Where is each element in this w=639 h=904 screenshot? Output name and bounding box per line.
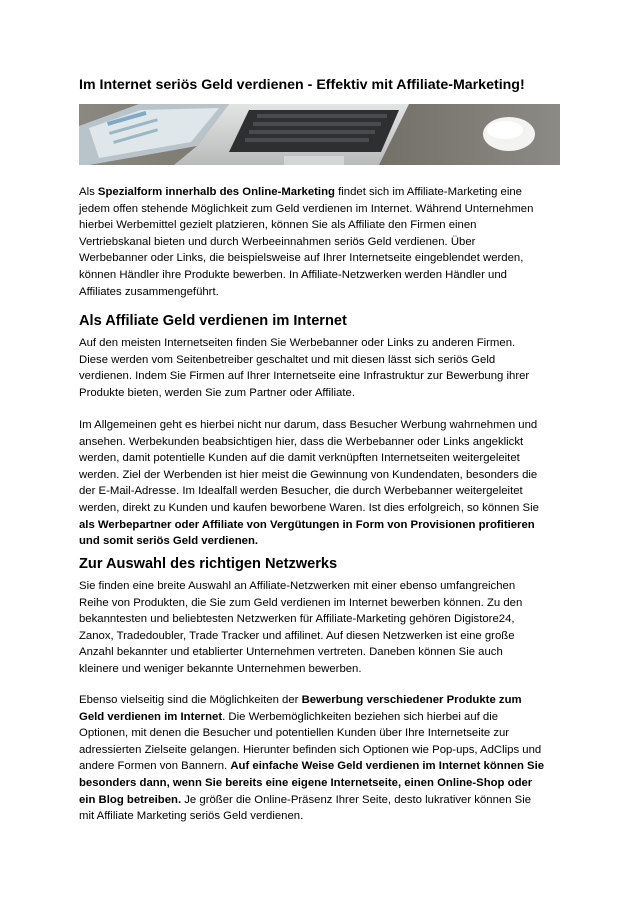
text-line: besonders dann, wenn Sie bereits eine eigene Internetseite, einen Online-Shop oder [79, 776, 533, 789]
text-line: Sie finden eine breite Auswahl an Affiliate-Netzwerken mit einer ebenso umfangreichen [79, 580, 516, 592]
section2-paragraph-1 [79, 578, 563, 678]
text-line: Werbebanner oder Links, die beispielsweise auf Ihrer Internetseite eingeblendet werden, [79, 252, 524, 265]
text-line: Zanox, Tradedoubler, Trade Tracker und affilinet. Auf diesen Netzwerken ist eine große [79, 629, 515, 642]
text-line: Diese werden vom Seitenbetreiber geschaltet und mit diesen lässt sich seriös Geld [79, 353, 496, 366]
section1-paragraph-2 [79, 417, 563, 550]
text-line: Vertriebskanal bieten und durch Werbeeinnahmen seriös Geld verdienen. Über [79, 235, 476, 248]
text-line: ein Blog betreiben. Je größer die Online-Präsenz Ihrer Seite, desto lukrativer können Sie [79, 793, 532, 806]
page-title: Im Internet seriös Geld verdienen - Effektiv mit Affiliate-Marketing! [79, 77, 525, 93]
text-line: jedem offen stehende Möglichkeit zum Geld verdienen im Internet. Während Unternehmen [79, 202, 534, 215]
intro-paragraph [79, 184, 563, 300]
laptop-mouse-photo [79, 104, 560, 165]
text-line: werden. Ziel der Werbenden ist hier meist die Gewinnung von Kundendaten, besonders die [79, 468, 538, 481]
text-line: und somit seriös Geld verdienen. [79, 535, 259, 548]
text-line: adressierten Zielseite gelangen. Hierunter befinden sich Optionen wie Pop-ups, AdClips und [79, 743, 542, 756]
section-heading: Als Affiliate Geld verdienen im Internet [79, 313, 347, 329]
text-line: kleinere und weniger bekannte Unternehmen bewerben. [79, 662, 362, 675]
text-line: Geld verdienen im Internet. Die Werbemöglichkeiten beziehen sich hierbei auf die [79, 710, 499, 723]
text-line: hierbei Werbemittel gezielt platzieren, können Sie als Affiliate den Firmen einen [79, 219, 477, 232]
text-line: Produkte bieten, werden Sie zum Partner oder Affiliate. [79, 386, 355, 399]
text-line: Affiliates zusammengeführt. [79, 285, 219, 298]
text-line: werden, direkt zu Kunden und kaufen beworbene Waren. Ist dies erfolgreich, so können Sie [79, 501, 539, 514]
text-line: Ebenso vielseitig sind die Möglichkeiten der Bewerbung verschiedener Produkte zum [79, 694, 522, 706]
text-line: ansehen. Werbekunden beabsichtigen hier, dass die Werbebanner oder Links angeklickt [79, 435, 524, 448]
section-heading: Zur Auswahl des richtigen Netzwerks [79, 556, 338, 572]
section2-paragraph-2 [79, 692, 563, 825]
text-line: verdienen. Indem Sie Firmen auf Ihrer Internetseite eine Infrastruktur zur Bewerbung ihrer [79, 370, 530, 383]
text-line: mit Affiliate Marketing seriös Geld verdienen. [79, 810, 304, 823]
section1-paragraph-1 [79, 335, 563, 401]
text-line: Auf den meisten Internetseiten finden Sie Werbebanner oder Links zu anderen Firmen. [79, 337, 516, 349]
text-line: Reihe von Produkten, die Sie zum Geld verdienen im Internet bewerben können. Zu den [79, 596, 523, 609]
text-line: Anzahl bekannter und etablierter Unternehmen vertreten. Daneben können Sie auch [79, 646, 503, 659]
text-line: Im Allgemeinen geht es hierbei nicht nur darum, dass Besucher Werbung wahrnehmen und [79, 419, 538, 431]
text-line: als Werbepartner oder Affiliate von Vergütungen in Form von Provisionen profitieren [79, 518, 535, 531]
text-line: werden, damit potentielle Kunden auf die damit verknüpften Internetseiten weitergeleitet [79, 452, 520, 465]
text-line: andere Formen von Bannern. Auf einfache Weise Geld verdienen im Internet können Sie [79, 760, 545, 773]
text-line: Als Spezialform innerhalb des Online-Marketing findet sich im Affiliate-Marketing eine [79, 186, 522, 198]
text-line: der E-Mail-Adresse. Im Idealfall werden Besucher, die durch Werbebanner weitergeleitet [79, 485, 523, 498]
text-line: Optionen, mit denen die Besucher und potentiellen Kunden über Ihre Internetseite zur [79, 727, 510, 740]
hero-image [79, 104, 560, 165]
text-line: bekanntesten und beliebtesten Netzwerken für Affiliate-Marketing gehören Digistore24, [79, 613, 515, 626]
text-line: können Händler ihre Produkte bewerben. In Affiliate-Netzwerken werden Händler und [79, 268, 507, 281]
